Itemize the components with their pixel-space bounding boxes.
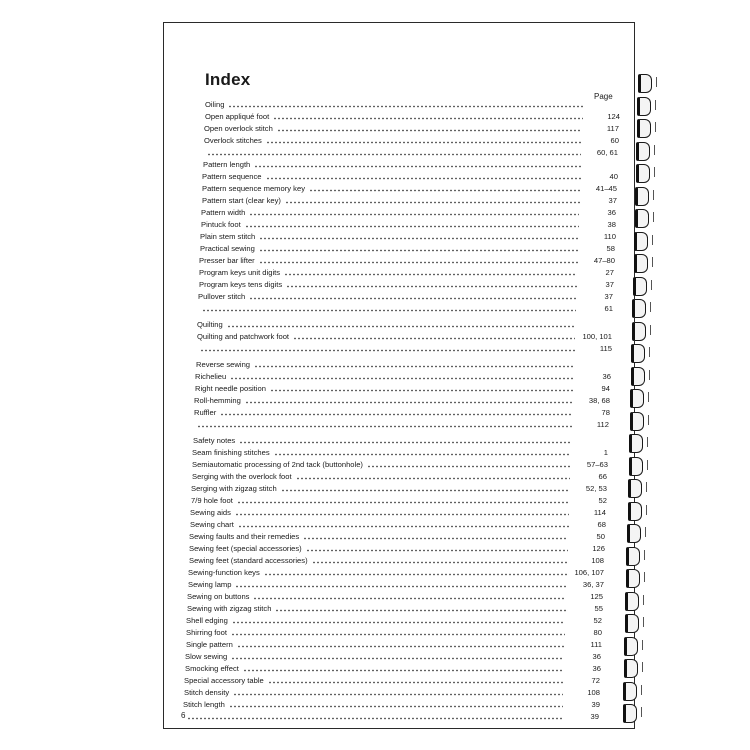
- index-entry-page: 41–45: [595, 184, 617, 193]
- dot-leader: [235, 580, 567, 588]
- index-entry-page: 114: [593, 508, 606, 517]
- dot-leader: [231, 652, 564, 660]
- dot-leader: [232, 616, 565, 624]
- index-entry: [188, 578, 604, 590]
- spiral-coil: [636, 142, 650, 161]
- index-entry: [187, 590, 603, 602]
- spiral-coil: [629, 434, 643, 453]
- dot-leader: [228, 100, 583, 108]
- index-entry-page: 57–63: [586, 460, 608, 469]
- index-entry: [197, 318, 613, 330]
- index-entry-term: Pattern sequence: [202, 172, 262, 181]
- index-entry: [197, 330, 612, 342]
- spiral-coil: [628, 502, 642, 521]
- index-entry: [185, 650, 601, 662]
- spiral-coil: [634, 232, 648, 251]
- index-entry: [196, 358, 611, 370]
- index-entry: [193, 434, 609, 446]
- dot-leader: [270, 384, 573, 392]
- dot-leader: [275, 604, 566, 612]
- dot-leader: [306, 544, 568, 552]
- index-entry-term: Quilting and patchwork foot: [197, 332, 290, 341]
- index-entry: [200, 242, 615, 254]
- index-entry-term: Sewing feet (special accessories): [189, 544, 302, 553]
- index-entry: [198, 290, 613, 302]
- dot-leader: [286, 280, 577, 288]
- index-entry-page: 66: [598, 472, 607, 481]
- index-entry: [195, 370, 611, 382]
- spiral-coil: [625, 614, 639, 633]
- index-entry-page: 68: [597, 520, 606, 529]
- index-entry-page: 50: [596, 532, 605, 541]
- index-entry: [205, 98, 620, 110]
- index-entry: [199, 278, 614, 290]
- index-entry-term: Richelieu: [195, 372, 227, 381]
- index-entry: [202, 170, 618, 182]
- index-entry-term: Safety notes: [193, 436, 236, 445]
- dot-leader: [268, 676, 563, 684]
- spiral-coil: [631, 344, 645, 363]
- dot-leader: [309, 184, 580, 192]
- index-entry: [199, 266, 614, 278]
- index-entry-page: 72: [591, 676, 600, 685]
- dot-leader: [243, 664, 564, 672]
- index-entry-term: Program keys unit digits: [199, 268, 281, 277]
- index-entry-page: 58: [606, 244, 615, 253]
- index-entry-term: Slow sewing: [185, 652, 228, 661]
- index-entry-term: Special accessory table: [184, 676, 264, 685]
- spiral-coil: [634, 254, 648, 273]
- dot-leader: [238, 520, 569, 528]
- index-entry-page: 39: [591, 700, 600, 709]
- spiral-coil: [635, 209, 649, 228]
- index-entry: [194, 406, 610, 418]
- index-entry-page: 47–80: [593, 256, 615, 265]
- index-entry-term: Sewing aids: [190, 508, 231, 517]
- spiral-coil: [637, 119, 651, 138]
- index-entry-page: 117: [606, 124, 619, 133]
- dot-leader: [312, 556, 567, 564]
- dot-leader: [231, 628, 565, 636]
- spiral-coil: [633, 277, 647, 296]
- index-entry-page: 39: [590, 712, 599, 721]
- index-entry: [205, 110, 620, 122]
- index-entry: [187, 602, 603, 614]
- index-entry-term: Sewing chart: [190, 520, 234, 529]
- spiral-coil: [624, 659, 638, 678]
- index-entry: [202, 182, 617, 194]
- index-entry-term: Stitch density: [184, 688, 230, 697]
- index-entry: [189, 530, 605, 542]
- index-entry-page: 52: [598, 496, 607, 505]
- index-entry-term: 7/9 hole foot: [191, 496, 233, 505]
- index-entry-page: 36: [592, 652, 601, 661]
- index-entry: [201, 218, 616, 230]
- index-entry-term: Single pattern: [186, 640, 233, 649]
- index-entry-page: 37: [605, 280, 614, 289]
- index-entry-term: Shell edging: [186, 616, 228, 625]
- index-entry-page: 37: [604, 292, 613, 301]
- spiral-coil: [625, 592, 639, 611]
- dot-leader: [230, 372, 574, 380]
- spiral-coil: [626, 569, 640, 588]
- spiral-coil: [623, 682, 637, 701]
- index-entry-term: Stitch length: [183, 700, 225, 709]
- dot-leader: [285, 196, 580, 204]
- dot-leader: [220, 408, 573, 416]
- dot-leader: [227, 320, 576, 328]
- index-entry-term: Overlock stitches: [204, 136, 262, 145]
- spiral-coil: [623, 704, 637, 723]
- spiral-coil: [627, 524, 641, 543]
- index-entry: [189, 542, 605, 554]
- index-entry-term: Oiling: [205, 100, 225, 109]
- dot-leader: [293, 332, 575, 340]
- dot-leader: [200, 344, 575, 352]
- index-entry: [188, 566, 604, 578]
- index-entry-page: 38: [607, 220, 616, 229]
- index-entry-page: 38, 68: [588, 396, 610, 405]
- index-entry-term: Sewing faults and their remedies: [189, 532, 300, 541]
- index-entry: [191, 494, 607, 506]
- spiral-coil: [632, 299, 646, 318]
- index-entry: [184, 686, 600, 698]
- index-entry-page: 55: [594, 604, 603, 613]
- spiral-coil: [632, 322, 646, 341]
- spiral-coil: [637, 97, 651, 116]
- spiral-coil: [628, 479, 642, 498]
- index-entry-page: 111: [590, 640, 602, 649]
- dot-leader: [249, 292, 576, 300]
- index-entry-term: Smocking effect: [185, 664, 239, 673]
- index-entry: [190, 518, 606, 530]
- dot-leader: [281, 484, 570, 492]
- dot-leader: [367, 460, 571, 468]
- index-entry-term: Sewing with zigzag stitch: [187, 604, 272, 613]
- index-entry: [204, 134, 619, 146]
- dot-leader: [239, 436, 572, 444]
- index-entry-term: Ruffler: [194, 408, 217, 417]
- dot-leader: [202, 304, 576, 312]
- index-entry-page: 106, 107: [574, 568, 604, 577]
- index-entry-term: Pattern start (clear key): [202, 196, 281, 205]
- spiral-coil: [636, 164, 650, 183]
- index-entry-page: 100, 101: [582, 332, 612, 341]
- index-entry-page: 108: [591, 556, 604, 565]
- index-entry-page: 61: [604, 304, 613, 313]
- page-column-label: Page: [594, 92, 613, 101]
- index-entry-term: Sewing lamp: [188, 580, 232, 589]
- index-entry-page: 94: [601, 384, 610, 393]
- index-entry-term: Pattern width: [201, 208, 246, 217]
- index-entry-term: Sewing on buttons: [187, 592, 250, 601]
- index-entry-page: 108: [587, 688, 600, 697]
- spiral-coil: [630, 412, 644, 431]
- index-entry: [204, 122, 619, 134]
- dot-leader: [254, 160, 581, 168]
- dot-leader: [259, 232, 579, 240]
- page-title: Index: [205, 70, 251, 89]
- index-entry-term: Serging with the overlock foot: [192, 472, 292, 481]
- index-entry: [184, 674, 600, 686]
- index-entry-term: Sewing-function keys: [188, 568, 260, 577]
- index-entry: [192, 458, 608, 470]
- dot-leader: [245, 220, 579, 228]
- index-entry: [190, 506, 606, 518]
- index-entry-page: 52, 53: [585, 484, 607, 493]
- dot-leader: [187, 712, 562, 720]
- index-entry: [189, 554, 604, 566]
- index-entry-page: 78: [601, 408, 610, 417]
- index-entry-page: 112: [596, 420, 609, 429]
- index-entry: [186, 626, 602, 638]
- dot-leader: [253, 592, 566, 600]
- index-entry-term: Pattern sequence memory key: [202, 184, 305, 193]
- dot-leader: [197, 420, 572, 428]
- dot-leader: [237, 640, 565, 648]
- spiral-coil: [626, 547, 640, 566]
- dot-leader: [233, 688, 563, 696]
- dot-leader: [229, 700, 563, 708]
- index-entry-page: 126: [592, 544, 605, 553]
- spiral-coil: [624, 637, 638, 656]
- index-entry-term: Pullover stitch: [198, 292, 246, 301]
- dot-leader: [235, 508, 569, 516]
- index-entry: [192, 470, 607, 482]
- index-entry-term: Quilting: [197, 320, 223, 329]
- index-entry-term: Reverse sewing: [196, 360, 251, 369]
- index-entry-term: Pattern length: [203, 160, 251, 169]
- page-number: 6: [181, 711, 186, 720]
- index-entry-page: 110: [603, 232, 616, 241]
- index-entry-term: Seam finishing stitches: [192, 448, 270, 457]
- index-entry-term: Program keys tens digits: [199, 280, 283, 289]
- index-entry-term: Open overlock stitch: [204, 124, 273, 133]
- index-entry-term: Serging with zigzag stitch: [191, 484, 277, 493]
- index-entry: [199, 254, 615, 266]
- index-entry: [186, 614, 602, 626]
- dot-leader: [284, 268, 577, 276]
- spiral-coil: [629, 457, 643, 476]
- index-entry-page: 125: [590, 592, 603, 601]
- dot-leader: [274, 448, 571, 456]
- index-entry-term: Practical sewing: [200, 244, 255, 253]
- dot-leader: [259, 244, 578, 252]
- index-entry-page: 52: [593, 616, 602, 625]
- index-entry: [193, 418, 609, 430]
- dot-leader: [264, 568, 567, 576]
- index-entry-term: Shirring foot: [186, 628, 227, 637]
- index-entry: [195, 382, 610, 394]
- index-entry-page: 60, 61: [596, 148, 618, 157]
- index-entry-page: 27: [605, 268, 614, 277]
- spiral-coil: [630, 389, 644, 408]
- index-entry-page: 36: [602, 372, 611, 381]
- index-entry-term: Semiautomatic processing of 2nd tack (buttonhole): [192, 460, 363, 469]
- index-entry-page: 40: [609, 172, 618, 181]
- spiral-coil: [635, 187, 649, 206]
- index-entry: [198, 302, 613, 314]
- dot-leader: [266, 172, 581, 180]
- index-entry-page: 37: [608, 196, 617, 205]
- index-entry-term: Roll-hemming: [194, 396, 241, 405]
- index-entry-page: 80: [593, 628, 602, 637]
- index-entry: [192, 446, 608, 458]
- dot-leader: [254, 360, 574, 368]
- index-entry: [186, 638, 602, 650]
- dot-leader: [259, 256, 578, 264]
- dot-leader: [245, 396, 573, 404]
- index-entry-page: 36: [607, 208, 616, 217]
- index-entry: [196, 342, 612, 354]
- index-entry: [191, 482, 607, 494]
- index-entry-page: 1: [603, 448, 608, 457]
- dot-leader: [249, 208, 579, 216]
- index-entry-term: Sewing feet (standard accessories): [189, 556, 308, 565]
- index-entry-page: 36, 37: [582, 580, 604, 589]
- index-entry: [203, 158, 618, 170]
- index-entry: [200, 230, 616, 242]
- dot-leader: [273, 112, 583, 120]
- index-entry-page: 60: [610, 136, 619, 145]
- index-entry-term: Plain stem stitch: [200, 232, 256, 241]
- index-entry: [185, 662, 601, 674]
- index-entry-page: 36: [592, 664, 601, 673]
- index-entry: [203, 146, 618, 158]
- index-entry-term: Open appliqué foot: [205, 112, 270, 121]
- dot-leader: [296, 472, 570, 480]
- dot-leader: [266, 136, 582, 144]
- index-entry: [183, 698, 600, 710]
- dot-leader: [207, 148, 581, 156]
- index-entry: [201, 206, 616, 218]
- dot-leader: [237, 496, 570, 504]
- index-entry-page: 124: [607, 112, 620, 121]
- index-entry-term: Right needle position: [195, 384, 266, 393]
- index-entry: [202, 194, 617, 206]
- spiral-coil: [638, 74, 652, 93]
- spiral-coil: [631, 367, 645, 386]
- dot-leader: [277, 124, 582, 132]
- spiral-binding: [610, 70, 660, 735]
- index-entry-page: 115: [599, 344, 612, 353]
- dot-leader: [303, 532, 568, 540]
- index-entry: [194, 394, 610, 406]
- index-entry-term: Pintuck foot: [201, 220, 241, 229]
- index-entry-term: Presser bar lifter: [199, 256, 255, 265]
- index-entry: [183, 710, 599, 722]
